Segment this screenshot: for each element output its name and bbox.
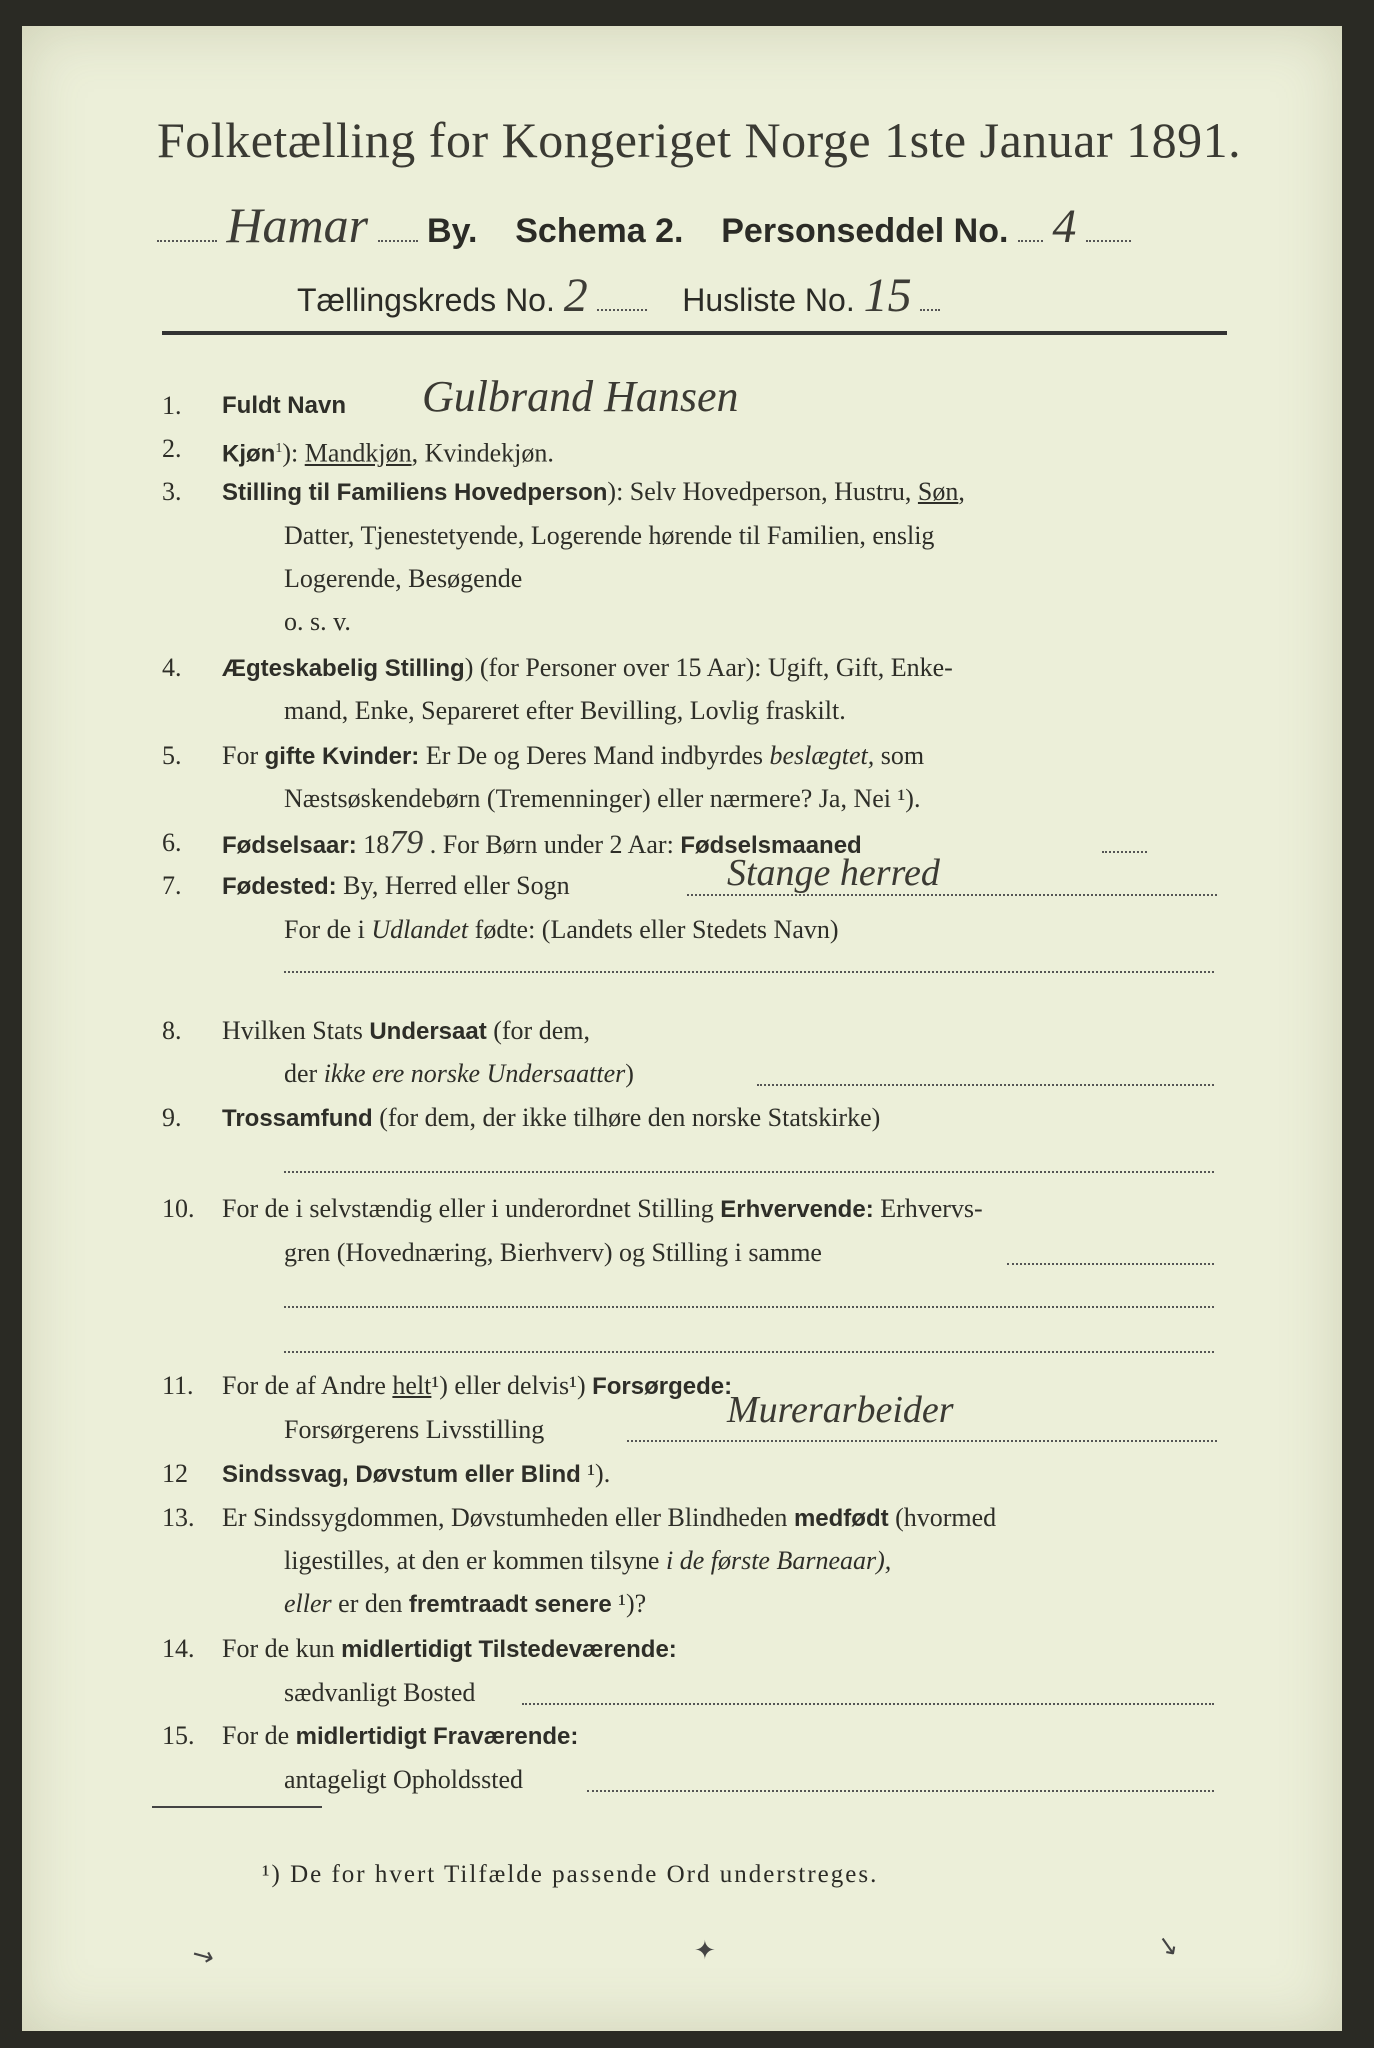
kreds-number: 2 [563,269,588,322]
q5-line2: Næstsøskendebørn (Tremenninger) eller nærmere? Ja, Nei ¹). [284,784,921,813]
census-form-sheet [22,26,1342,2031]
q5-pre: For [222,741,265,770]
q4-text: ) (for Personer over 15 Aar): Ugift, Gift, Enke- [464,653,953,682]
q4-line1 [222,648,953,689]
dotted-line [378,239,418,242]
dotted-line [1086,239,1131,242]
q5-line1 [222,736,924,777]
center-tick-mark: ✦ [694,1936,716,1965]
q15-number: 15. [162,1721,195,1750]
q15-label: midlertidigt Fraværende: [295,1723,579,1750]
q9-number: 9. [162,1103,182,1132]
header-rule [162,331,1227,335]
q10-line1 [222,1189,983,1230]
q4-label: Ægteskabelig Stilling [222,655,465,682]
q13-line3-italic: eller [284,1589,332,1618]
q2-option-male: Mandkjøn [304,438,412,468]
q10-number: 10. [162,1194,195,1223]
q10-line1-b: Erhvervs- [873,1194,983,1223]
q6-label2: Fødselsmaaned [680,832,862,859]
q7-answer: Stange herred [727,852,940,894]
q13-line2-italic: i de første Barneaar), [665,1546,892,1575]
q2-label: Kjøn [222,440,276,468]
q3-line3: Logerende, Besøgende [284,564,523,593]
q13-line1-a: Er Sindssygdommen, Døvstumheden eller Blindheden [222,1503,794,1532]
q14-line2: sædvanligt Bosted [284,1678,476,1707]
q8-line1-a: Hvilken Stats [222,1016,370,1045]
q2-number: 2. [162,434,182,463]
q3-line1 [222,472,965,513]
dotted-line [1018,239,1043,242]
q7-number: 7. [162,871,182,900]
q10-line1-a: For de i selvstændig eller i underordnet Stilling [222,1194,721,1223]
kreds-label: Tællingskreds No. [297,282,555,318]
q11-number: 11. [162,1371,194,1400]
q9-text: (for dem, der ikke tilhøre den norske Statskirke) [372,1103,881,1132]
dotted-line [284,1171,1214,1173]
husliste-number: 15 [863,269,912,322]
q15-line1 [222,1716,578,1757]
header-city-line [157,196,1237,253]
q8-label: Undersaat [369,1018,487,1045]
q7-text: By, Herred eller Sogn [336,871,570,900]
q8-line1 [222,1011,590,1052]
q11-label: Forsørgede: [592,1373,733,1400]
q11-line2: Forsørgerens Livsstilling [284,1415,545,1444]
q6-number: 6. [162,828,182,857]
q8-line2-b: ) [625,1059,634,1088]
q1-answer: Gulbrand Hansen [422,372,739,421]
dotted-line [627,1440,1217,1442]
dotted-line [284,1351,1214,1353]
q4-line2: mand, Enke, Separeret efter Bevilling, Lovlig fraskilt. [284,696,846,725]
q2-text-a: ): [282,438,305,468]
q13-number: 13. [162,1503,195,1532]
q3-number: 3. [162,477,182,506]
q14-line1 [222,1629,677,1670]
q10-label: Erhvervende: [720,1196,874,1223]
q14-line1-a: For de kun [222,1634,342,1663]
q4-number: 4. [162,653,182,682]
q5-number: 5. [162,741,182,770]
q11-line1 [222,1366,732,1407]
q2-line [222,429,554,475]
q8-number: 8. [162,1016,182,1045]
q8-line2-a: der [284,1059,324,1088]
q7-line2 [284,910,839,950]
q1-label: Fuldt Navn [222,392,346,419]
q9-line1 [222,1098,880,1139]
dotted-line [920,308,940,311]
dotted-line [587,1790,1214,1792]
q11-option-helt: helt [392,1371,432,1400]
dotted-line [1007,1263,1214,1265]
q14-number: 14. [162,1634,195,1663]
q13-line3-a: er den [331,1589,409,1618]
q15-line2: antageligt Opholdssted [284,1765,524,1794]
corner-tick-mark: ↘ [1154,1929,1182,1962]
city-handwritten: Hamar [226,197,369,253]
q1-number: 1. [162,391,182,420]
dotted-line [597,308,647,311]
q8-line2-italic: ikke ere norske Undersaatter [323,1059,626,1088]
dotted-line [1102,851,1147,853]
q8-line2 [284,1054,634,1094]
q13-line3-b: ¹)? [611,1589,647,1618]
q13-line2 [284,1541,891,1581]
q3-label: Stilling til Familiens Hovedperson [222,479,608,506]
q3-line4: o. s. v. [284,607,351,636]
q3-option-son: Søn [917,477,959,506]
personseddel-number: 4 [1052,200,1077,253]
q5-italic: beslægtet, [769,741,875,770]
q6-mid: . For Børn under 2 Aar: [423,830,681,859]
q13-line3 [284,1584,646,1625]
q15-line1-a: For de [222,1721,296,1750]
q11-line1-a: For de af Andre [222,1371,393,1400]
q9-label: Trossamfund [222,1105,373,1132]
dotted-line [284,1306,1214,1308]
q5-line1-end: som [874,741,925,770]
header-kreds-line [157,268,1374,322]
q12-end: ¹). [580,1459,611,1488]
q11-line1-b: ¹) eller delvis¹) [431,1371,593,1400]
personseddel-label: Personseddel No. [721,212,1009,250]
q7-line2-a: For de i [284,915,372,944]
q6-label: Fødselsaar: [222,832,357,859]
q13-line1-b: (hvormed [888,1503,997,1532]
q5-text: Er De og Deres Mand indbyrdes [419,741,770,770]
q13-label2: fremtraadt senere [408,1591,612,1618]
husliste-label: Husliste No. [682,282,855,318]
city-label: By. [427,212,478,250]
q6-year-answer: 79 [389,824,424,861]
q7-line2-b: fødte: (Landets eller Stedets Navn) [468,915,839,944]
q13-label: medfødt [793,1505,889,1532]
footnote-rule [152,1806,322,1808]
q7-line2-italic: Udlandet [371,915,469,944]
q7-line1 [222,866,570,907]
footnote: ¹) De for hvert Tilfælde passende Ord understreges. [262,1861,879,1888]
q13-line1 [222,1498,996,1539]
q12-number: 12 [162,1459,188,1488]
q3-line1-end: , [958,477,965,506]
q2-sup: 1 [275,441,283,456]
dotted-line [284,971,1214,973]
q10-line2: gren (Hovednæring, Bierhverv) og Stilling i samme [284,1238,822,1267]
q8-line1-b: (for dem, [486,1016,590,1045]
q12-label: Sindssvag, Døvstum eller Blind [222,1461,581,1488]
q3-text: ): Selv Hovedperson, Hustru, [607,477,918,506]
q12-line [222,1454,610,1495]
q11-answer: Murerarbeider [727,1389,954,1431]
form-title: Folketælling for Kongeriget Norge 1ste Januar 1891. [157,112,1242,168]
q2-text-b: , Kvindekjøn. [411,438,554,468]
q14-label: midlertidigt Tilstedeværende: [341,1636,677,1663]
schema-label: Schema 2. [515,212,684,250]
q6-prefix: 18 [356,830,390,859]
q13-line2-a: ligestilles, at den er kommen tilsyne [284,1546,666,1575]
corner-tick-mark: ↘ [185,1937,220,1974]
dotted-line [757,1084,1214,1086]
dotted-line [157,239,217,242]
q5-label: gifte Kvinder: [264,743,420,770]
q3-line2: Datter, Tjenestetyende, Logerende hørende til Familien, enslig [284,521,935,550]
q7-label: Fødested: [222,873,337,900]
dotted-line [522,1703,1214,1705]
